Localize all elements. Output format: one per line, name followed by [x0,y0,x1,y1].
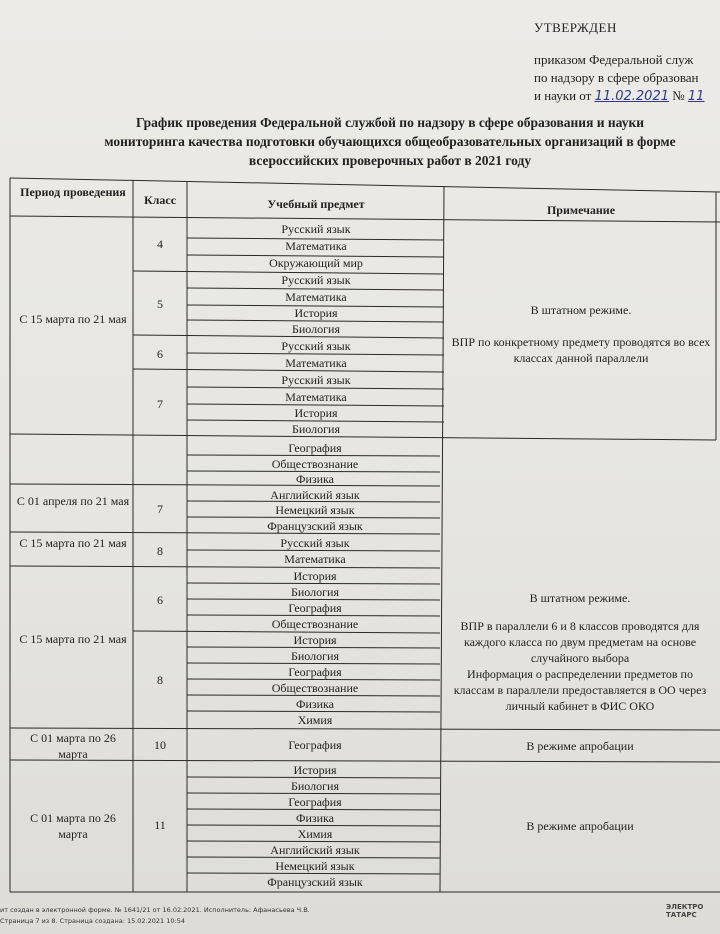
subject-cell: Математика [285,290,347,304]
grade-cell: 6 [157,347,163,361]
subject-cell: Русский язык [280,536,350,550]
approval-line-1: приказом Федеральной служ [534,52,694,67]
note-standard-mode: В штатном режиме. [529,591,631,605]
electronic-tatarstan-logo [666,903,703,919]
subject-cell: Обществознание [271,617,359,631]
subject-cell: Окружающий мир [269,256,363,270]
period-cell: С 01 апреля по 21 мая [16,494,130,508]
grade-cell: 5 [157,297,163,311]
subject-cell: История [294,406,338,420]
subject-cell: География [288,795,342,809]
note-approbation: В режиме апробации [526,739,634,753]
subject-cell: Биология [291,322,340,336]
subject-cell: История [294,306,338,320]
footer-document-info: ит создан в электронной форме. № 1641/21 от 16.02.2021. Исполнитель: Афанасьева Ч.В. [0,906,310,914]
subject-cell: Немецкий язык [275,503,355,517]
subject-cell: География [288,601,342,615]
subject-cell: Английский язык [270,488,360,502]
subject-cell: География [288,441,342,455]
subject-cell: Биология [290,649,339,663]
subject-cell: География [288,665,342,679]
subject-cell: Химия [297,827,333,841]
grade-cell: 6 [157,593,163,607]
subject-cell: Физика [295,697,335,711]
subject-cell: Математика [285,239,347,253]
header-period: Период проведения [20,185,126,199]
subject-cell: Французский язык [267,519,363,533]
subject-cell: Русский язык [281,339,351,353]
subject-cell: Немецкий язык [275,859,355,873]
note-all-classes: ВПР по конкретному предмету проводятся во всех классах данной параллели [451,335,711,365]
grade-cell: 8 [157,544,163,558]
grade-cell: 7 [157,397,163,411]
subject-cell: Математика [285,356,347,370]
approval-prefix: и науки от [534,88,592,103]
period-cell: С 15 марта по 21 мая [19,312,127,326]
grade-cell: 11 [154,818,166,832]
grade-cell: 10 [154,738,166,752]
subject-cell: Математика [284,552,346,566]
subject-cell: Математика [285,390,347,404]
header-subject: Учебный предмет [267,197,365,211]
approval-line-2: по надзору в сфере образован [534,70,699,85]
subject-cell: Биология [291,422,340,436]
title-line-3: всероссийских проверочных работ в 2021 году [248,153,532,168]
grade-cell: 8 [157,673,163,687]
note-standard-mode: В штатном режиме. [530,303,632,317]
approval-no-sign: № [672,88,685,103]
title-line-1: График проведения Федеральной службой по надзору в сфере образования и науки [135,115,645,130]
grade-cell: 7 [157,502,163,516]
subject-cell: Обществознание [271,457,359,471]
period-cell: С 01 марта по 26 марта [30,811,116,841]
period-cell: С 15 марта по 21 мая [19,632,127,646]
subject-cell: Химия [297,713,333,727]
subject-cell: История [293,569,337,583]
header-grade: Класс [143,193,177,207]
period-cell: С 01 марта по 26 марта [30,731,116,761]
approval-date: 11.02.2021 [594,89,669,104]
note-fis-oko: Информация о распределении предметов по классам в параллели предоставляется в ОО через личный кабинет в ФИС ОКО [453,667,707,713]
subject-cell: Физика [295,811,335,825]
logo-line-1: ЭЛЕКТРО [666,903,704,911]
subject-cell: Русский язык [281,273,351,287]
subject-cell: Обществознание [271,681,359,695]
subject-cell: Английский язык [270,843,360,857]
subject-cell: География [288,738,342,752]
header-note: Примечание [546,203,616,217]
title-line-2: мониторинга качества подготовки обучающихся общеобразовательных организаций в форме [104,134,676,149]
subject-cell: Русский язык [281,373,351,387]
note-random-choice: ВПР в параллели 6 и 8 классов проводятся для каждого класса по двум предметам на основе случайного выбора [460,619,700,665]
subject-cell: Физика [295,472,335,486]
subject-cell: Русский язык [281,222,351,236]
period-cell: С 15 марта по 21 мая [19,536,127,550]
logo-line-2: ТАТАРС [666,911,697,919]
footer-page-info: Страница 7 из 8. Страница создана: 15.02.2021 10:54 [0,917,185,925]
subject-cell: История [293,633,337,647]
subject-cell: История [293,763,337,777]
note-approbation: В режиме апробации [526,819,634,833]
grade-cell: 4 [157,237,163,251]
subject-cell: Французский язык [267,875,363,889]
subject-cell: Биология [290,585,339,599]
approval-title: УТВЕРЖДЕН [534,20,617,35]
subject-cell: Биология [290,779,339,793]
approval-number: 11 [687,89,705,104]
